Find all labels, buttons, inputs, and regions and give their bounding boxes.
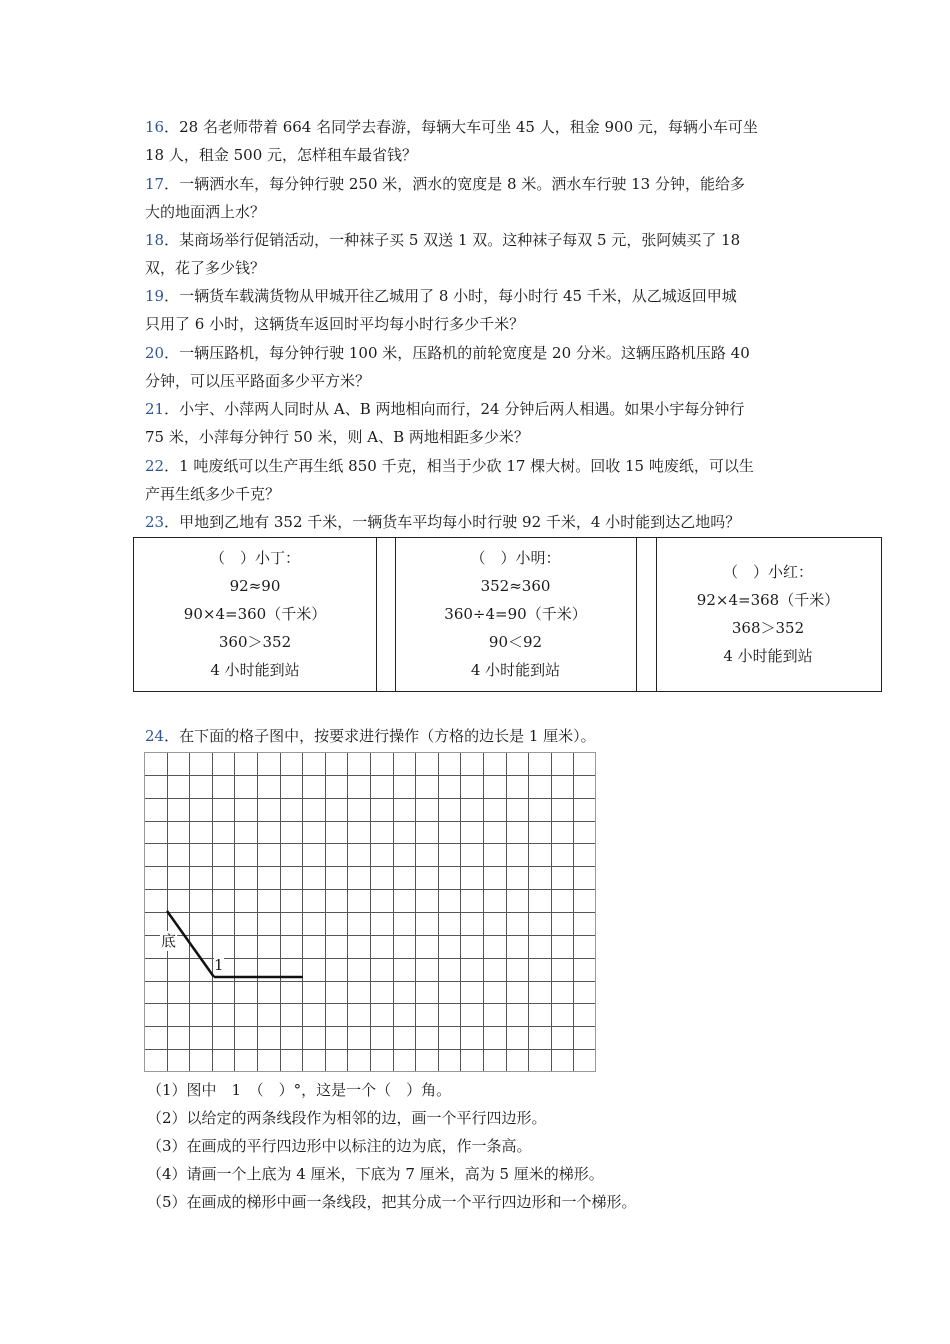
question-text-cont: 产再生纸多少千克？ bbox=[145, 485, 281, 503]
option-name: （ ）小丁： bbox=[209, 549, 300, 567]
option-xiaoding bbox=[134, 538, 377, 691]
question-number: 20 bbox=[145, 344, 165, 362]
question-text-cont: 75 米，小萍每分钟行 50 米，则 A、B 两地相距多少米？ bbox=[145, 428, 529, 446]
question-23 bbox=[145, 508, 815, 536]
option-name: （ ）小红： bbox=[722, 563, 813, 581]
option-line: 368＞352 bbox=[731, 619, 805, 637]
option-line: 4 小时能到站 bbox=[470, 661, 561, 679]
sub-question-1: （1）图中 1 （ ）°，这是一个（ ）角。 bbox=[147, 1081, 452, 1099]
question-text: ．28 名老师带着 664 名同学去春游，每辆大车可坐 45 人，租金 900 元，每辆小车可坐 bbox=[164, 118, 758, 136]
question-text: ．某商场举行促销活动，一种袜子买 5 双送 1 双。这种袜子每双 5 元，张阿姨买了 18 bbox=[164, 231, 741, 249]
question-20 bbox=[145, 339, 815, 395]
question-text-cont: 双，花了多少钱？ bbox=[145, 259, 266, 277]
question-24 bbox=[145, 722, 815, 750]
option-line: 92≈90 bbox=[229, 577, 281, 595]
question-number: 19 bbox=[145, 287, 165, 305]
question-number: 22 bbox=[145, 457, 165, 475]
question-number: 23 bbox=[145, 513, 165, 531]
option-line: 4 小时能到站 bbox=[210, 661, 300, 679]
options-table bbox=[133, 537, 882, 692]
question-number: 21 bbox=[145, 400, 165, 418]
question-text-cont: 大的地面洒上水？ bbox=[145, 203, 266, 221]
option-xiaoming bbox=[395, 538, 637, 691]
option-xiaohong bbox=[656, 538, 880, 691]
question-19 bbox=[145, 282, 815, 338]
question-text-cont: 分钟，可以压平路面多少平方米？ bbox=[145, 372, 371, 390]
question-text-cont: 18 人，租金 500 元，怎样租车最省钱？ bbox=[145, 146, 418, 164]
question-text-cont: 只用了 6 小时，这辆货车返回时平均每小时行多少千米？ bbox=[145, 315, 525, 333]
option-line: 360＞352 bbox=[218, 633, 292, 651]
question-text: ．1 吨废纸可以生产再生纸 850 千克，相当于少砍 17 棵大树。回收 15 吨废纸，可以生 bbox=[164, 457, 754, 475]
angle-label: 1 bbox=[214, 956, 224, 974]
option-line: 92×4=368（千米） bbox=[696, 591, 840, 609]
question-22 bbox=[145, 452, 815, 508]
column-spacer bbox=[376, 538, 396, 691]
option-line: 90×4=360（千米） bbox=[183, 605, 327, 623]
option-line: 360÷4=90（千米） bbox=[444, 605, 587, 623]
sub-question-5: （5）在画成的梯形中画一条线段，把其分成一个平行四边形和一个梯形。 bbox=[147, 1193, 637, 1211]
option-line: 4 小时能到站 bbox=[723, 647, 813, 665]
question-text: ．一辆洒水车，每分钟行驶 250 米，洒水的宽度是 8 米。洒水车行驶 13 分钟，能给多 bbox=[164, 175, 745, 193]
option-name: （ ）小明： bbox=[470, 549, 561, 567]
question-text: ．一辆货车载满货物从甲城开往乙城用了 8 小时，每小时行 45 千米，从乙城返回甲城 bbox=[164, 287, 737, 305]
question-text: ．小宇、小萍两人同时从 A、B 两地相向而行，24 分钟后两人相遇。如果小宇每分钟行 bbox=[164, 400, 745, 418]
question-18 bbox=[145, 226, 815, 282]
question-text: ．一辆压路机，每分钟行驶 100 米，压路机的前轮宽度是 20 分米。这辆压路机压路 40 bbox=[164, 344, 750, 362]
question-number: 18 bbox=[145, 231, 165, 249]
question-number: 16 bbox=[145, 118, 165, 136]
option-line: 352≈360 bbox=[480, 577, 551, 595]
column-spacer bbox=[636, 538, 657, 691]
grid-figure bbox=[144, 752, 596, 1072]
question-16 bbox=[145, 113, 815, 169]
question-number: 24 bbox=[145, 727, 165, 745]
question-text: ．在下面的格子图中，按要求进行操作（方格的边长是 1 厘米）。 bbox=[164, 727, 596, 745]
grid-lines bbox=[144, 752, 596, 1072]
sub-question-4: （4）请画一个上底为 4 厘米，下底为 7 厘米，高为 5 厘米的梯形。 bbox=[147, 1165, 604, 1183]
base-label: 底 bbox=[161, 932, 177, 950]
option-line: 90＜92 bbox=[488, 633, 543, 651]
sub-question-2: （2）以给定的两条线段作为相邻的边，画一个平行四边形。 bbox=[147, 1109, 547, 1127]
question-17 bbox=[145, 170, 815, 226]
question-21 bbox=[145, 395, 815, 451]
question-number: 17 bbox=[145, 175, 165, 193]
question-text: ．甲地到乙地有 352 千米，一辆货车平均每小时行驶 92 千米，4 小时能到达乙地吗？ bbox=[164, 513, 741, 531]
sub-question-3: （3）在画成的平行四边形中以标注的边为底，作一条高。 bbox=[147, 1137, 532, 1155]
